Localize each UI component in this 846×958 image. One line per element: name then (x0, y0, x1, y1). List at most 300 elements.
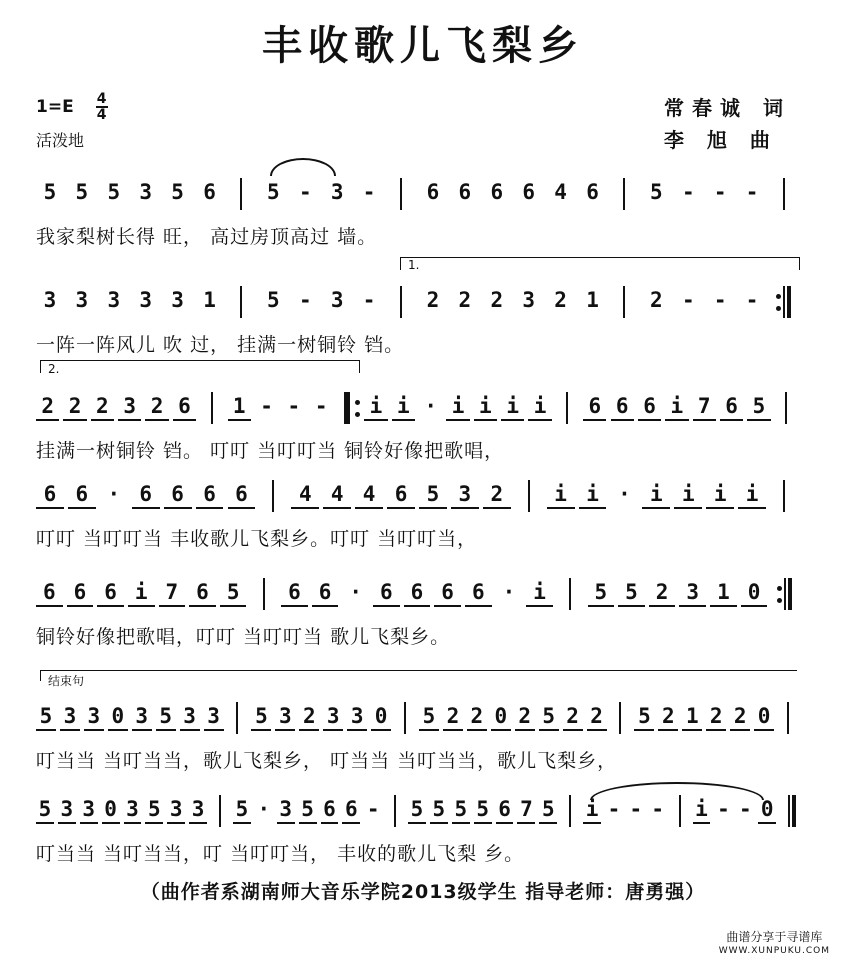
tie-row7 (590, 782, 764, 800)
note: 6 (196, 580, 209, 604)
note: 5 (454, 797, 468, 821)
note: 0 (104, 797, 117, 821)
duration-underline (189, 822, 207, 824)
note: 1 (203, 288, 216, 312)
barline (236, 702, 238, 734)
duration-underline (164, 507, 192, 509)
thick-barline (788, 578, 792, 610)
repeat-dot (776, 294, 781, 299)
duration-underline (60, 729, 80, 731)
duration-underline (159, 605, 186, 607)
repeat-dot (355, 412, 360, 417)
thick-barline (787, 286, 791, 318)
duration-underline (233, 822, 251, 824)
duration-underline (474, 822, 492, 824)
note: 3 (63, 704, 77, 728)
note: 6 (203, 180, 216, 204)
duration-underline (706, 507, 734, 509)
note: 2 (470, 704, 484, 728)
duration-underline (587, 729, 607, 731)
note: 1 (232, 394, 246, 418)
note: 3 (139, 180, 153, 204)
thick-barline (792, 795, 796, 827)
note: 5 (75, 180, 89, 204)
note: 2 (662, 704, 675, 728)
duration-underline (483, 507, 511, 509)
lyric-line: 我家梨树长得 旺， 高过房顶高过 墙。 (36, 226, 378, 248)
barline (240, 286, 242, 318)
duration-underline (58, 822, 76, 824)
duration-underline (563, 729, 583, 731)
key-label: 1=E (36, 97, 74, 117)
duration-underline (517, 822, 535, 824)
duration-underline (321, 822, 339, 824)
note: 5 (267, 288, 280, 312)
note: i (695, 797, 708, 821)
note: - (681, 180, 695, 204)
duration-underline (342, 822, 360, 824)
barline (211, 392, 213, 424)
repeat-dot (777, 586, 782, 591)
watermark (719, 930, 830, 958)
note: 6 (104, 580, 117, 604)
note: 3 (191, 797, 205, 821)
duration-underline (36, 729, 56, 731)
lyric-line: 铜铃好像把歌唱，叮叮 当叮叮当 歌儿飞梨乡。 (36, 626, 451, 648)
duration-underline (526, 605, 553, 607)
coda-label: 结束句 (48, 674, 85, 688)
note: 2 (554, 288, 567, 312)
note: 3 (123, 394, 137, 418)
duration-underline (173, 419, 196, 421)
score-row (0, 178, 846, 258)
note: 7 (520, 797, 533, 821)
tempo-marking: 活泼地 (36, 131, 85, 150)
time-top: 4 (96, 91, 107, 107)
note: 6 (588, 394, 602, 418)
duration-underline (63, 419, 86, 421)
duration-underline (124, 822, 142, 824)
note: 7 (697, 394, 711, 418)
tie-row1 (270, 158, 336, 176)
duration-underline (710, 605, 737, 607)
lyricist-credit: 常春诚 词 (664, 96, 791, 120)
note: · (618, 482, 631, 506)
repeat-dot (776, 306, 781, 311)
note: 6 (471, 580, 485, 604)
duration-underline (611, 419, 634, 421)
duration-underline (68, 507, 96, 509)
note: - (362, 180, 376, 204)
duration-underline (682, 729, 702, 731)
note: 2 (733, 704, 747, 728)
key-signature (36, 92, 108, 122)
duration-underline (347, 729, 367, 731)
barline (263, 578, 265, 610)
note: 5 (650, 180, 663, 204)
duration-underline (515, 729, 535, 731)
duration-underline (323, 729, 343, 731)
duration-underline (419, 507, 447, 509)
lyric-line: 叮当当 当叮当当，歌儿飞梨乡， 叮当当 当叮当当，歌儿飞梨乡， (36, 750, 618, 772)
note: 1 (586, 288, 599, 312)
score-row (0, 795, 846, 875)
note: 6 (171, 482, 184, 506)
note: 3 (82, 797, 96, 821)
note: 6 (380, 580, 393, 604)
duration-underline (36, 419, 59, 421)
barline (219, 795, 221, 827)
note: 6 (490, 180, 504, 204)
note: 5 (432, 797, 446, 821)
note: 2 (590, 704, 603, 728)
note: 3 (207, 704, 220, 728)
note: 3 (107, 288, 121, 312)
barline (783, 286, 785, 318)
note: 2 (458, 288, 472, 312)
barline (272, 480, 274, 512)
note: - (745, 288, 759, 312)
note: i (554, 482, 567, 506)
duration-underline (638, 419, 661, 421)
barline (348, 392, 350, 424)
duration-underline (196, 507, 224, 509)
note: 5 (422, 704, 436, 728)
barline (400, 286, 402, 318)
duration-underline (291, 507, 319, 509)
score-row (0, 480, 846, 560)
note: 0 (111, 704, 125, 728)
score-row (0, 392, 846, 472)
duration-underline (167, 822, 185, 824)
note: 5 (301, 797, 314, 821)
volta-1-bracket (400, 257, 800, 270)
note: - (738, 797, 752, 821)
note: 5 (159, 704, 172, 728)
duration-underline (741, 605, 768, 607)
duration-underline (387, 507, 415, 509)
note: 5 (255, 704, 268, 728)
score-row (0, 578, 846, 658)
duration-underline (434, 605, 461, 607)
note: 3 (43, 288, 57, 312)
note: 3 (171, 288, 184, 312)
barline (623, 286, 625, 318)
duration-underline (404, 605, 431, 607)
barline (785, 392, 787, 424)
note: 0 (747, 580, 761, 604)
duration-underline (588, 605, 615, 607)
note: - (314, 394, 328, 418)
duration-underline (36, 507, 64, 509)
note: 3 (139, 288, 153, 312)
barline (404, 702, 406, 734)
barline (619, 702, 621, 734)
duration-underline (465, 605, 492, 607)
duration-underline (730, 729, 750, 731)
note: 6 (394, 482, 408, 506)
note: 5 (541, 797, 555, 821)
note: 2 (150, 394, 164, 418)
duration-underline (189, 605, 216, 607)
barline (400, 178, 402, 210)
note: i (369, 394, 383, 418)
duration-underline (228, 419, 251, 421)
watermark-url: WWW.XUNPUKU.COM (718, 946, 830, 956)
note: 4 (298, 482, 312, 506)
lyric-line: 一阵一阵风儿 吹 过， 挂满一树铜铃 铛。 (36, 334, 405, 356)
note: - (287, 394, 301, 418)
duration-underline (156, 729, 176, 731)
note: i (713, 482, 727, 506)
duration-underline (108, 729, 128, 731)
note: 3 (522, 288, 536, 312)
barline (569, 578, 571, 610)
duration-underline (204, 729, 224, 731)
duration-underline (747, 419, 770, 421)
duration-underline (693, 419, 716, 421)
note: 6 (288, 580, 301, 604)
duration-underline (443, 729, 463, 731)
barline (623, 178, 625, 210)
duration-underline (36, 822, 54, 824)
duration-underline (97, 605, 124, 607)
duration-underline (467, 729, 487, 731)
note: 5 (426, 482, 440, 506)
note: - (713, 288, 727, 312)
duration-underline (312, 605, 339, 607)
note: 0 (374, 704, 388, 728)
note: 3 (279, 704, 292, 728)
duration-underline (373, 605, 400, 607)
duration-underline (277, 822, 295, 824)
time-signature (96, 92, 108, 122)
note: i (396, 394, 410, 418)
note: 2 (41, 394, 54, 418)
barline (566, 392, 568, 424)
note: 5 (171, 180, 184, 204)
duration-underline (84, 729, 104, 731)
duration-underline (758, 822, 776, 824)
note: 6 (643, 394, 656, 418)
note: 5 (752, 394, 766, 418)
duration-underline (132, 729, 152, 731)
barline (783, 178, 785, 210)
note: - (651, 797, 665, 821)
note: i (670, 394, 684, 418)
duration-underline (392, 419, 415, 421)
note: i (451, 394, 465, 418)
note: 3 (60, 797, 74, 821)
note: 4 (362, 482, 376, 506)
note: 2 (650, 288, 663, 312)
note: 5 (594, 580, 608, 604)
footnote: （曲作者系湖南师大音乐学院2013级学生 指导老师：唐勇强） (140, 881, 706, 903)
note: 5 (107, 180, 121, 204)
duration-underline (446, 419, 469, 421)
duration-underline (451, 507, 479, 509)
note: i (479, 394, 492, 418)
note: 3 (75, 288, 89, 312)
note: 3 (350, 704, 364, 728)
barline (784, 578, 786, 610)
note: 7 (165, 580, 179, 604)
note: 6 (203, 482, 216, 506)
duration-underline (220, 605, 247, 607)
note: · (349, 580, 363, 604)
note: - (745, 180, 759, 204)
note: 3 (183, 704, 196, 728)
duration-underline (228, 507, 256, 509)
duration-underline (452, 822, 470, 824)
duration-underline (720, 419, 743, 421)
note: 3 (686, 580, 700, 604)
note: 4 (554, 180, 567, 204)
note: 6 (345, 797, 358, 821)
note: 2 (566, 704, 579, 728)
duration-underline (754, 729, 774, 731)
duration-underline (419, 729, 439, 731)
note: · (502, 580, 516, 604)
note: - (607, 797, 621, 821)
duration-underline (583, 419, 606, 421)
note: i (533, 580, 546, 604)
barline (788, 795, 790, 827)
note: i (586, 482, 599, 506)
duration-underline (642, 507, 670, 509)
note: i (533, 394, 547, 418)
volta-2-label: 2. (48, 362, 60, 376)
thick-barline (344, 392, 348, 424)
note: 2 (68, 394, 82, 418)
duration-underline (118, 419, 141, 421)
note: i (585, 797, 599, 821)
note: 2 (490, 482, 504, 506)
note: - (298, 180, 312, 204)
note: 5 (267, 180, 280, 204)
duration-underline (539, 729, 559, 731)
note: 6 (615, 394, 629, 418)
duration-underline (491, 729, 511, 731)
barline (394, 795, 396, 827)
note: 5 (625, 580, 638, 604)
note: 5 (38, 797, 52, 821)
duration-underline (299, 822, 317, 824)
note: 6 (43, 482, 57, 506)
note: 6 (410, 580, 424, 604)
duration-underline (579, 507, 607, 509)
duration-underline (371, 729, 391, 731)
note: 0 (760, 797, 774, 821)
note: 3 (87, 704, 101, 728)
note: 5 (410, 797, 424, 821)
duration-underline (145, 419, 168, 421)
duration-underline (80, 822, 98, 824)
duration-underline (355, 507, 383, 509)
duration-underline (665, 419, 688, 421)
note: · (424, 394, 437, 418)
note: 3 (326, 704, 340, 728)
note: - (629, 797, 643, 821)
duration-underline (132, 507, 160, 509)
note: 2 (96, 394, 109, 418)
duration-underline (91, 419, 114, 421)
time-bottom: 4 (96, 107, 107, 123)
note: 3 (169, 797, 183, 821)
coda-bracket (40, 670, 797, 681)
duration-underline (474, 419, 497, 421)
note: 6 (42, 580, 56, 604)
note: i (506, 394, 520, 418)
note: - (362, 288, 376, 312)
note: 6 (586, 180, 599, 204)
note: - (260, 394, 273, 418)
volta-2-bracket (40, 360, 360, 373)
lyric-line: 叮叮 当叮叮当 丰收歌儿飞梨乡。叮叮 当叮叮当， (36, 528, 478, 550)
duration-underline (658, 729, 678, 731)
lyric-line: 挂满一树铜铃 铛。 叮叮 当叮叮当 铜铃好像把歌唱， (36, 440, 505, 462)
duration-underline (649, 605, 676, 607)
note: 3 (279, 797, 292, 821)
note: 5 (226, 580, 240, 604)
duration-underline (634, 729, 654, 731)
note: 2 (490, 288, 504, 312)
note: 0 (757, 704, 771, 728)
barline (787, 702, 789, 734)
note: 1 (685, 704, 699, 728)
note: i (681, 482, 695, 506)
duration-underline (539, 822, 557, 824)
note: · (107, 482, 121, 506)
note: 2 (446, 704, 460, 728)
barline (783, 480, 785, 512)
note: 3 (330, 180, 344, 204)
duration-underline (128, 605, 155, 607)
note: 6 (498, 797, 511, 821)
note: 6 (139, 482, 153, 506)
duration-underline (430, 822, 448, 824)
note: 5 (39, 704, 53, 728)
note: 3 (330, 288, 344, 312)
barline (569, 795, 571, 827)
composer-credit: 李 旭 曲 (664, 128, 778, 152)
note: i (650, 482, 663, 506)
duration-underline (180, 729, 200, 731)
duration-underline (323, 507, 351, 509)
note: 6 (318, 580, 332, 604)
duration-underline (674, 507, 702, 509)
note: 2 (709, 704, 723, 728)
note: 2 (302, 704, 316, 728)
note: 5 (542, 704, 555, 728)
note: 2 (518, 704, 532, 728)
duration-underline (281, 605, 308, 607)
note: 5 (638, 704, 651, 728)
duration-underline (102, 822, 120, 824)
duration-underline (693, 822, 711, 824)
note: 6 (426, 180, 440, 204)
duration-underline (528, 419, 551, 421)
score-row (0, 702, 846, 782)
note: 6 (235, 482, 248, 506)
duration-underline (275, 729, 295, 731)
repeat-dot (355, 400, 360, 405)
note: 5 (476, 797, 489, 821)
note: - (366, 797, 380, 821)
duration-underline (706, 729, 726, 731)
duration-underline (618, 605, 645, 607)
duration-underline (408, 822, 426, 824)
